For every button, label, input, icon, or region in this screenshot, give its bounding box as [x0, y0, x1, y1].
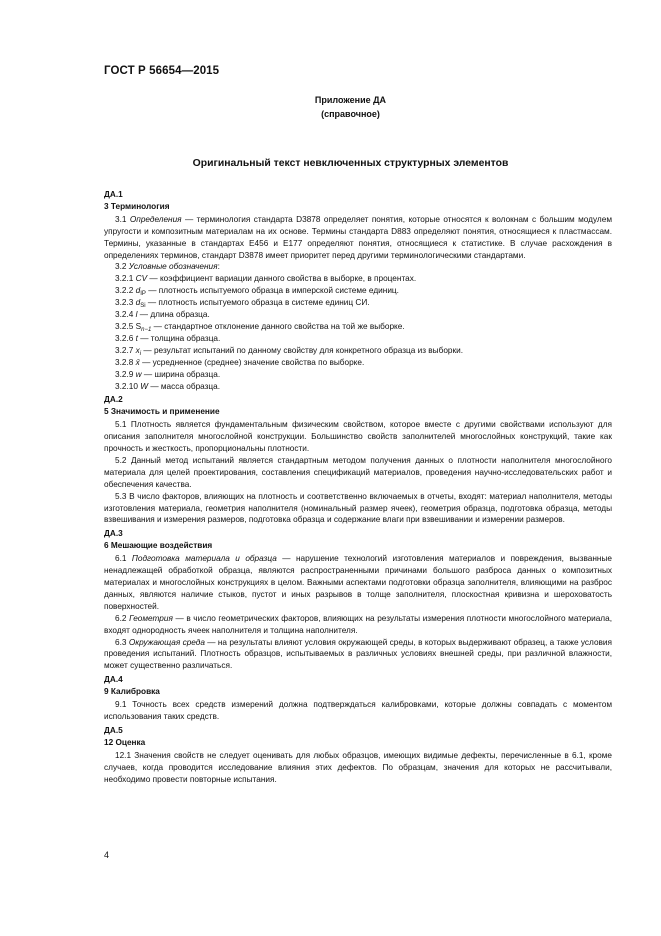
symbol-item: 3.2.8 x̄ — усредненное (среднее) значение свойства по выборке.	[115, 357, 365, 367]
section-label-da1: ДА.1	[104, 190, 123, 199]
standard-header: ГОСТ Р 56654—2015	[104, 65, 220, 77]
page-number: 4	[104, 850, 110, 860]
section-heading-terminology: 3 Терминология	[104, 201, 170, 211]
section-heading-calibration: 9 Калибровка	[104, 687, 160, 697]
paragraph-3-2: 3.2 Условные обозначения:	[115, 262, 220, 272]
document-title: Оригинальный текст невключенных структурных элементов	[192, 158, 509, 169]
section-label-da4: ДА.4	[104, 675, 123, 685]
paragraph-5-2: 5.2 Данный метод испытаний является стандартным методом получения данных о плотности наполнителя многослойного материала для целей проектирования, составления спецификаций материалов, проведения научно-исследовательских работ и обеспечения качества.	[104, 455, 612, 489]
symbol-item: 3.2.6 t — толщина образца.	[115, 333, 221, 343]
appendix-title: Приложение ДА	[314, 95, 387, 105]
section-label-da3: ДА.3	[104, 529, 123, 539]
section-heading-significance: 5 Значимость и применение	[104, 407, 220, 417]
section-label-da5: ДА.5	[104, 725, 123, 735]
section-label-da2: ДА.2	[104, 395, 123, 405]
symbol-item: 3.2.3 $d_{Si}$ — плотность испытуемого образца в системе единиц СИ.	[115, 298, 370, 310]
symbol-item: 3.2.7 $x_i$ — результат испытаний по данному свойству для конкретного образца из выборки.	[115, 345, 464, 357]
paragraph-5-1: 5.1 Плотность является фундаментальным физическим свойством, которое вместе с другими свойствами используют для описания заполнителя многослойной конструкции. Большинство свойств заполнителей многослойных конструкций, такие как прочность и жесткость, пропорциональны плотности.	[104, 420, 612, 454]
section-heading-interferences: 6 Мешающие воздействия	[104, 541, 213, 551]
appendix-subtitle: (справочное)	[321, 109, 380, 119]
paragraph-6-2: 6.2 Геометрия — в число геометрических факторов, влияющих на результаты измерения плотности многослойного материала, входят однородность ячеек наполнителя и толщина наполнителя.	[104, 613, 612, 635]
paragraph-6-1: 6.1 Подготовка материала и образца — нарушение технологий изготовления материалов и повреждения, вызванные ненадлежащей обработкой образца, являются распространенными причинами большого разброса данных о композитных материалах и многослойных конструкциях в целом. Важными аспектами подготовки образца заполнителя, влияющими на разброс данных, являются наличие стыков, пустот и иных разрывов в толще заполнителя, плоскостная кривизна и шероховатость поверхностей.	[104, 554, 613, 611]
section-heading-evaluation: 12 Оценка	[104, 737, 146, 747]
paragraph-5-3: 5.3 В число факторов, влияющих на плотность и соответственно включаемых в отчеты, входят: материал наполнителя, методы изготовления материала, геометрия наполнителя (номинальный размер ячеек), геометрия образца, подготовка образца, методы взвешивания и измерения размеров, подготовка образца и содержание влаги при взвешивании и измерении размеров.	[104, 491, 612, 525]
symbol-item: 3.2.4 l — длина образца.	[115, 310, 210, 320]
document-body	[104, 187, 612, 785]
symbol-item: 3.2.5 $S_{n-1}$ — стандартное отклонение данного свойства на той же выборке.	[115, 321, 405, 333]
symbol-item: 3.2.10 W — масса образца.	[115, 381, 221, 391]
paragraph-6-3: 6.3 Окружающая среда — на результаты влияют условия окружающей среды, в которых выдерживают образец, а также условия проведения испытаний. Плотность образцов, испытываемых в различных условиях внешней среды, при различной влажности, может существенно различаться.	[104, 637, 613, 671]
symbol-item: 3.2.2 $d_{IP}$ — плотность испытуемого образца в имперской системе единиц.	[115, 286, 399, 298]
paragraph-3-1: 3.1 Определения — терминология стандарта D3878 определяет понятия, которые относятся к волокнам с большим модулем упругости и композитным материалам на их основе. Термины стандарта D883 определяют понятия, относящиеся к пластмассам. Термины, указанные в стандартах E456 и E177 определяют понятия, относящиеся к статистике. В случае расхождения в определениях терминов, стандарт D3878 имеет приоритет перед другими терминологическими стандартами.	[104, 214, 612, 260]
paragraph-12-1: 12.1 Значения свойств не следует оценивать для любых образцов, имеющих видимые дефекты, перечисленные в 6.1, кроме случаев, когда проводится исследование влияния этих дефектов. По образцам, значения для которых не рассчитывали, необходимо провести повторные испытания.	[104, 750, 612, 784]
paragraph-9-1: 9.1 Точность всех средств измерений должна подтверждаться калибровками, которые должны совпадать с моментом использования таких средств.	[104, 700, 612, 721]
symbol-item: 3.2.9 w — ширина образца.	[115, 369, 221, 379]
symbol-item: 3.2.1 CV — коэффициент вариации данного свойства в выборке, в процентах.	[115, 274, 417, 284]
